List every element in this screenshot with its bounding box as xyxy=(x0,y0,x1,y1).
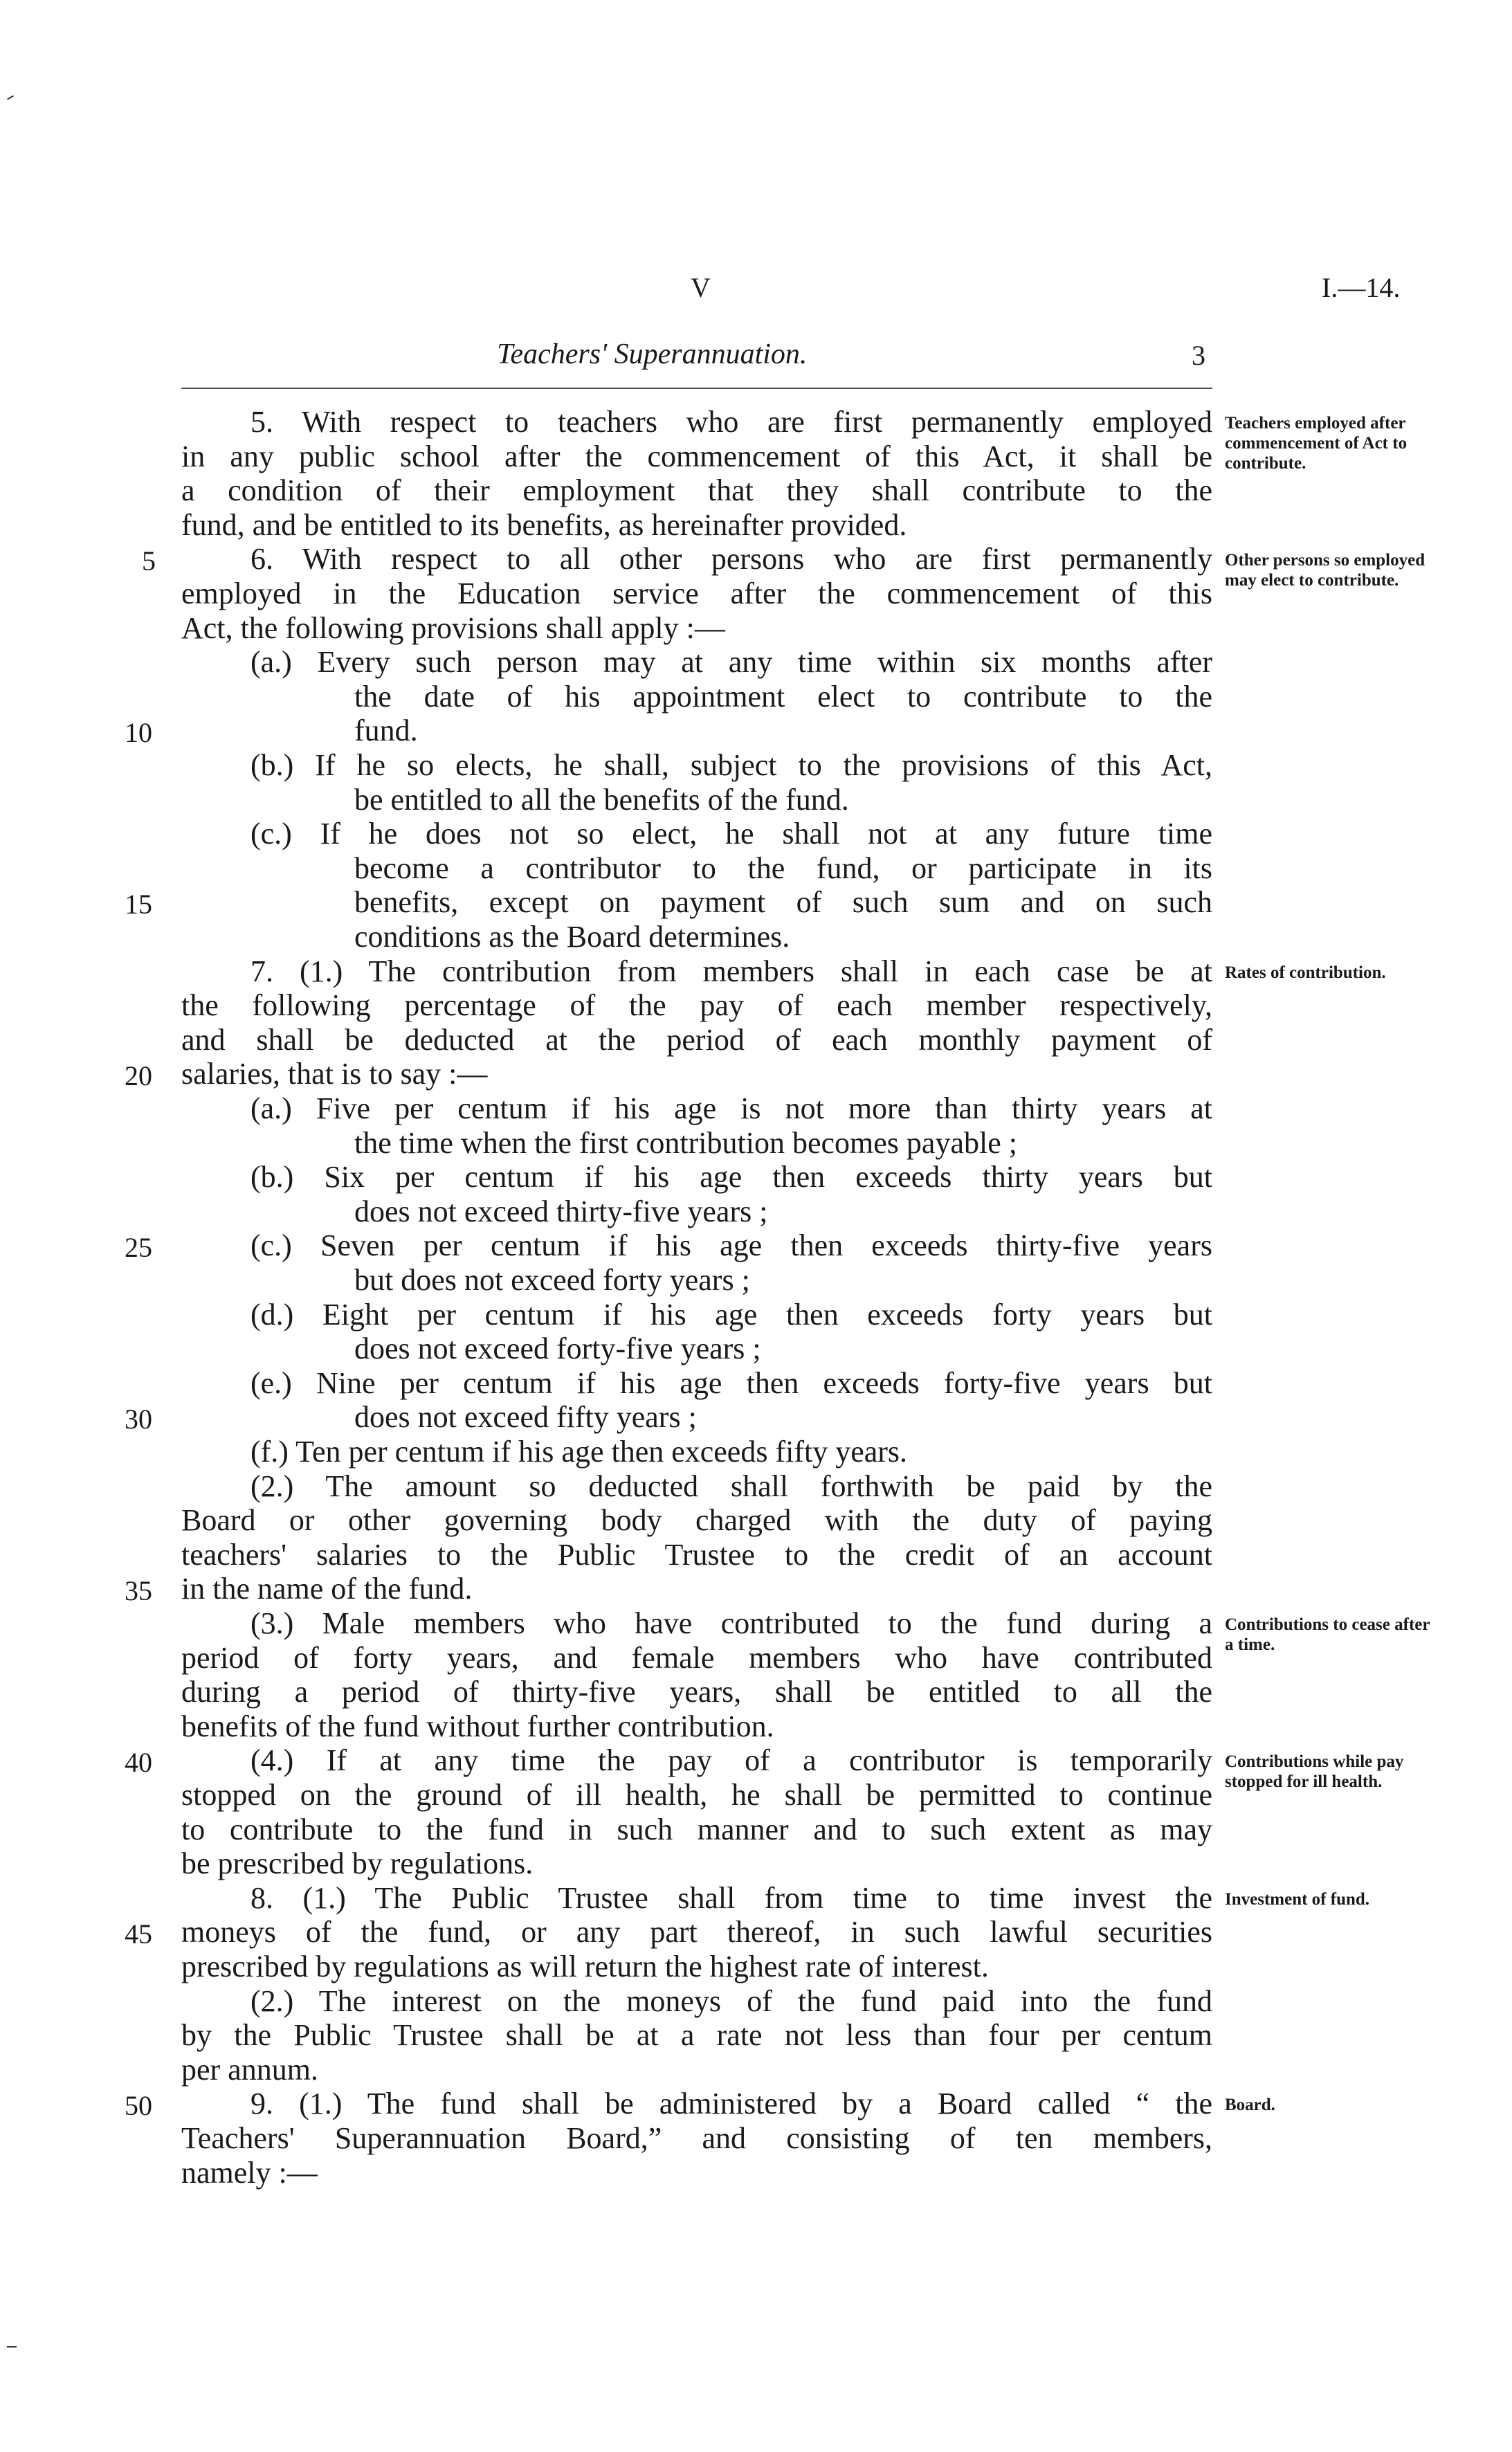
text-line: 5. With respect to teachers who are first permanently employed xyxy=(251,405,1212,439)
line-number: 10 xyxy=(125,717,152,749)
text-line: (2.) The interest on the moneys of the fund paid into the fund xyxy=(251,1983,1212,2018)
line-number: 30 xyxy=(125,1404,152,1435)
line-number: 35 xyxy=(125,1575,152,1607)
margin-note: Teachers employed after commencement of Act to contribute. xyxy=(1225,414,1408,473)
text-line: the time when the first contribution becomes payable ; xyxy=(354,1125,1017,1160)
text-line: (e.) Nine per centum if his age then exceeds forty-five years but xyxy=(251,1365,1212,1400)
text-line: (a.) Every such person may at any time within six months after xyxy=(251,645,1212,680)
text-line: conditions as the Board determines. xyxy=(354,920,790,954)
text-line: during a period of thirty-five years, shall be entitled to all the xyxy=(181,1675,1212,1709)
margin-note: Contributions to cease after a time. xyxy=(1225,1615,1430,1654)
text-line: 9. (1.) The fund shall be administered by a Board called “ the xyxy=(251,2087,1212,2121)
line-number: 20 xyxy=(125,1060,152,1092)
header-roman-mark: V xyxy=(691,272,711,303)
line-number: 5 xyxy=(142,545,156,577)
text-line: become a contributor to the fund, or participate in its xyxy=(354,851,1212,885)
text-line: per annum. xyxy=(181,2052,318,2087)
text-line: the following percentage of the pay of each member respectively, xyxy=(181,988,1212,1023)
line-number: 40 xyxy=(125,1747,152,1779)
text-line: be entitled to all the benefits of the fund. xyxy=(354,782,849,817)
text-line: (3.) Male members who have contributed to the fund during a xyxy=(251,1606,1212,1640)
margin-note: Investment of fund. xyxy=(1225,1889,1370,1909)
text-line: (f.) Ten per centum if his age then exceeds fifty years. xyxy=(251,1435,908,1469)
line-number: 50 xyxy=(125,2090,152,2122)
text-line: (b.) Six per centum if his age then exceeds thirty years but xyxy=(251,1160,1212,1195)
line-number: 15 xyxy=(125,889,152,920)
text-line: 6. With respect to all other persons who are first permanently xyxy=(251,542,1212,576)
margin-note: Board. xyxy=(1225,2096,1275,2115)
line-number: 45 xyxy=(125,1918,152,1950)
text-line: but does not exceed forty years ; xyxy=(354,1263,750,1297)
text-line: prescribed by regulations as will return the highest rate of interest. xyxy=(181,1950,989,1983)
text-line: fund. xyxy=(354,714,418,748)
text-line: does not exceed thirty-five years ; xyxy=(354,1194,768,1228)
text-line: fund, and be entitled to its benefits, as hereinafter provided. xyxy=(181,507,907,542)
text-line: 7. (1.) The contribution from members shall in each case be at xyxy=(251,954,1212,988)
text-line: stopped on the ground of ill health, he shall be permitted to continue xyxy=(181,1778,1212,1812)
text-line: benefits, except on payment of such sum and on such xyxy=(354,885,1212,920)
text-line: does not exceed fifty years ; xyxy=(354,1400,697,1435)
text-line: period of forty years, and female members who have contributed xyxy=(181,1640,1212,1675)
text-line: (c.) Seven per centum if his age then exceeds thirty-five years xyxy=(251,1228,1212,1263)
header-document-reference: I.—14. xyxy=(1322,272,1401,303)
text-line: in the name of the fund. xyxy=(181,1572,473,1606)
line-number: 25 xyxy=(125,1232,152,1264)
header-rule xyxy=(181,388,1212,389)
text-line: (d.) Eight per centum if his age then exceeds forty years but xyxy=(251,1297,1212,1332)
text-line: namely :— xyxy=(181,2155,318,2190)
text-line: (b.) If he so elects, he shall, subject to the provisions of this Act, xyxy=(251,748,1212,782)
text-line: does not exceed forty-five years ; xyxy=(354,1332,761,1366)
margin-note: Contributions while pay stopped for ill health. xyxy=(1225,1752,1404,1792)
text-line: (c.) If he does not so elect, he shall not at any future time xyxy=(251,817,1212,851)
text-line: salaries, that is to say :— xyxy=(181,1057,488,1091)
text-line: (a.) Five per centum if his age is not more than thirty years at xyxy=(251,1091,1212,1125)
running-title: Teachers' Superannuation. xyxy=(497,338,808,370)
page-number: 3 xyxy=(1192,340,1205,371)
text-line: and shall be deducted at the period of each monthly payment of xyxy=(181,1022,1212,1057)
margin-note: Other persons so employed may elect to contribute. xyxy=(1225,551,1426,590)
text-line: teachers' salaries to the Public Trustee to the credit of an account xyxy=(181,1537,1212,1572)
text-line: (4.) If at any time the pay of a contributor is temporarily xyxy=(251,1743,1212,1778)
margin-tick-mark xyxy=(7,96,14,100)
text-line: 8. (1.) The Public Trustee shall from time to time invest the xyxy=(251,1880,1212,1915)
text-line: employed in the Education service after the commencement of this xyxy=(181,576,1212,610)
text-line: Act, the following provisions shall apply :— xyxy=(181,610,725,645)
text-line: benefits of the fund without further contribution. xyxy=(181,1709,774,1743)
text-line: be prescribed by regulations. xyxy=(181,1846,534,1881)
margin-tick-mark xyxy=(7,2346,17,2347)
text-line: (2.) The amount so deducted shall forthwith be paid by the xyxy=(251,1469,1212,1503)
text-line: by the Public Trustee shall be at a rate not less than four per centum xyxy=(181,2018,1212,2053)
text-line: moneys of the fund, or any part thereof, in such lawful securities xyxy=(181,1915,1212,1950)
margin-note: Rates of contribution. xyxy=(1225,963,1386,982)
text-line: Teachers' Superannuation Board,” and consisting of ten members, xyxy=(181,2121,1212,2155)
text-line: to contribute to the fund in such manner and to such extent as may xyxy=(181,1812,1212,1846)
text-line: Board or other governing body charged with the duty of paying xyxy=(181,1503,1212,1538)
text-line: in any public school after the commencement of this Act, it shall be xyxy=(181,439,1212,473)
text-line: the date of his appointment elect to contribute to the xyxy=(354,679,1212,714)
text-line: a condition of their employment that they shall contribute to the xyxy=(181,473,1212,508)
